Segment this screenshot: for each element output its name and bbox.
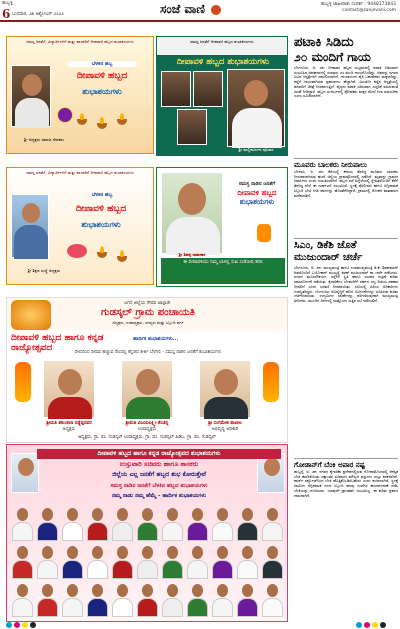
person-shirt bbox=[87, 522, 108, 541]
story-headline: ಮೂವರು ಬಾಲಕರು ನೀರುಪಾಲು bbox=[294, 160, 367, 169]
diya-icon bbox=[97, 123, 107, 129]
leader-photo bbox=[11, 453, 39, 493]
person-saree bbox=[126, 397, 170, 419]
greeting-ad-3 bbox=[6, 167, 154, 285]
person-shirt bbox=[212, 560, 233, 579]
leader-portrait bbox=[161, 505, 184, 541]
ad-greeting: ಹಾರ್ದಿಕ ಶುಭಾಶಯಗಳು... bbox=[133, 336, 179, 342]
person-face bbox=[267, 508, 278, 521]
person-shirt bbox=[162, 560, 183, 579]
leader-portrait bbox=[36, 543, 59, 579]
greeting-ad-2 bbox=[156, 36, 288, 156]
headline-line: ಮುಜುಂದಾರ್ ಚರ್ಚೆ bbox=[294, 252, 363, 263]
goddess-image bbox=[11, 300, 51, 330]
ad-caption: ಶ್ರೀ ಶಿವಪ್ಪ ಸಾಹುಕಾರ bbox=[178, 252, 206, 257]
person-shirt bbox=[87, 598, 108, 617]
person-face bbox=[217, 584, 228, 597]
leader-portrait bbox=[186, 543, 209, 579]
ad-caption: ಶ್ರೀ ಶಿಕ್ಷಣ ಸಂಸ್ಥೆ ಅಧ್ಯಕ್ಷರು bbox=[27, 268, 61, 273]
ad-subtitle: ಶುಭಾಶಯಗಳು bbox=[81, 220, 121, 229]
registration-mark-icon bbox=[372, 622, 378, 628]
person-shirt bbox=[137, 522, 158, 541]
person-shirt bbox=[12, 598, 33, 617]
leader-portrait bbox=[36, 505, 59, 541]
registration-mark-icon bbox=[22, 622, 28, 628]
person-shirt bbox=[62, 598, 83, 617]
person-shirt bbox=[87, 560, 108, 579]
person-face bbox=[17, 546, 28, 559]
leader-portrait bbox=[211, 581, 234, 617]
person-face bbox=[192, 508, 203, 521]
diya-icon bbox=[117, 119, 127, 125]
logo-text: ಸಂಜೆ ವಾಣಿ bbox=[160, 2, 205, 16]
person-shirt bbox=[237, 560, 258, 579]
leader-portrait bbox=[86, 581, 109, 617]
leader-portrait bbox=[261, 505, 284, 541]
ad-title-line: ಶುಭಾಶಯಗಳು bbox=[239, 198, 275, 206]
ad-wish: ಈ ದೀಪಾವಳಿಯು ನಿಮ್ಮ ಬಾಳಲ್ಲಿ ಸುಖ ಸಂತೋಷ ತರಲಿ bbox=[161, 258, 285, 284]
story-body: ಹುಬ್ಬಳ್ಳಿ, ಅ. ೨೫: ನಗರದ ಕೈಗಾರಿಕಾ ಪ್ರದೇಶದಲ್ಲಿರುವ ಗೋದಾಮೊಂದರಲ್ಲಿ ಆಕಸ್ಮಿಕ ಬೆಂಕಿ ಕಾಣಿಸಿಕೊಂಡು ಲಕ್ಷಾಂತರ ರೂಪಾಯಿ ಮೌಲ್ಯದ ವಸ್ತುಗಳು ಸುಟ್ಟು ಕರಕಲಾಗಿವೆ. ಶಾರ್ಟ್ ಸರ್ಕ್ಯೂಟ್‌ನಿಂದ ಬೆಂಕಿ ಹೊತ್ತಿಕೊಂಡಿರಬಹುದು ಎಂದು ಶಂಕಿಸಲಾಗಿದೆ. ಸ್ಥಳಕ್ಕೆ ಧಾವಿಸಿದ ಅಗ್ನಿಶಾಮಕ ದಳದ ಸಿಬ್ಬಂದಿ ಹಲವು ಗಂಟೆಗಳ ಕಾರ್ಯಾಚರಣೆ ನಡೆಸಿ ಬೆಂಕಿಯನ್ನು ನಂದಿಸಿದರು. ಯಾವುದೇ ಪ್ರಾಣಹಾನಿ ಸಂಭವಿಸಿಲ್ಲ. ಈ ಕುರಿತು ಪ್ರಕರಣ ದಾಖಲಾಗಿದೆ. bbox=[294, 470, 398, 498]
contact-line: ಹುಬ್ಬಳ್ಳಿ ಜಾಹೀರಾತು ಸಂಪರ್ಕ : 9448173843 bbox=[320, 2, 396, 7]
ad-top-line: ಜಗದ ಜಿಲ್ಲೆಯ ಗೌರವ ಜಾಲ್ಪಾಡಿ bbox=[124, 301, 170, 306]
headline-line: ಪಟಾಕಿ ಸಿಡಿದು bbox=[294, 35, 354, 50]
person-face bbox=[214, 369, 238, 395]
person-shirt bbox=[137, 560, 158, 579]
print-footer bbox=[0, 620, 400, 629]
ad-photo bbox=[11, 65, 51, 127]
flower-decoration bbox=[67, 244, 87, 258]
leader-portrait bbox=[111, 581, 134, 617]
ad-subtitle: ಶುಭಾಶಯಗಳು bbox=[82, 87, 122, 96]
ad-title: ದೀಪಾವಳಿ ಹಬ್ಬದ bbox=[75, 204, 127, 214]
leader-portrait bbox=[186, 581, 209, 617]
person-face bbox=[142, 584, 153, 597]
masthead-contact bbox=[321, 2, 396, 14]
person-saree bbox=[48, 397, 92, 419]
ad-photo bbox=[11, 194, 49, 258]
member-role: ಅಧ್ಯಕ್ಷರು bbox=[62, 427, 76, 432]
person-face bbox=[92, 508, 103, 521]
leader-portrait bbox=[161, 581, 184, 617]
person-shirt bbox=[162, 522, 183, 541]
ad-column bbox=[0, 24, 290, 624]
person-face bbox=[117, 584, 128, 597]
member-role: ಉಪಾಧ್ಯಕ್ಷರು bbox=[137, 427, 157, 432]
person-shirt bbox=[237, 522, 258, 541]
banner-line: ದೀಪಾವಳಿ ಹಬ್ಬದ ಹಾಗೂ ಕನ್ನಡ ರಾಜ್ಯೋತ್ಸವದ ಶುಭಾಶಯಗಳು bbox=[37, 449, 281, 459]
leader-portrait bbox=[186, 505, 209, 541]
news-column bbox=[292, 24, 398, 624]
headline-line: ೨೦ ಮಂದಿಗೆ ಗಾಯ bbox=[294, 50, 371, 64]
contact-email: contact@sanjevani.com bbox=[342, 8, 396, 13]
ad-header: ಸಮಸ್ತ ಜನತೆಗೆ, ವಿದ್ಯಾರ್ಥಿಗಳಿಗೆ ಮತ್ತು ಪಾಲಕರಿಗೆ ದೀಪಾವಳಿ ಹಬ್ಬದ ಶುಭಾಶಯಗಳು bbox=[26, 170, 134, 175]
person-face bbox=[58, 369, 82, 395]
person-face bbox=[142, 508, 153, 521]
story-headline bbox=[294, 240, 398, 264]
lantern-decoration bbox=[263, 362, 279, 402]
leader-portrait bbox=[61, 581, 84, 617]
logo-sun-icon bbox=[211, 5, 221, 15]
leader-portrait bbox=[111, 505, 134, 541]
leader-portrait bbox=[36, 581, 59, 617]
ad-title bbox=[227, 180, 287, 207]
person-shirt bbox=[12, 522, 33, 541]
leader-portrait bbox=[211, 543, 234, 579]
person-shirt bbox=[112, 560, 133, 579]
diya-sign bbox=[57, 107, 73, 123]
ad-members-line: ಅಧ್ಯಕ್ಷರು, ಉಪಾಧ್ಯಕ್ಷರು, ಸದಸ್ಯರು ಮತ್ತು ಸಿಬ್ಬಂದಿ ವರ್ಗ bbox=[112, 320, 184, 325]
ad-caption: ಶ್ರೀ ಮಲ್ಲಿಕಾರ್ಜುನ ಪೂಜಾರ bbox=[238, 147, 274, 152]
leaders-greeting-ad bbox=[6, 444, 288, 622]
person-shirt bbox=[137, 598, 158, 617]
banner-line: ಸಮಸ್ತ ನಾಡಿನ ಜನತೆಗೆ ಬೆಳಕಿನ ಹಬ್ಬದ ಶುಭಾಶಯಗಳು bbox=[110, 483, 208, 489]
person-shirt bbox=[212, 598, 233, 617]
member-photo bbox=[199, 360, 251, 418]
person-shirt bbox=[37, 598, 58, 617]
ad-small-title: ಬೆಳಕಿನ ಹಬ್ಬ bbox=[91, 192, 113, 198]
leader-portrait bbox=[11, 505, 34, 541]
ad-banner bbox=[37, 449, 281, 501]
greeting-ad-1 bbox=[6, 36, 154, 154]
ad-main-photo bbox=[227, 69, 285, 147]
person-shirt bbox=[15, 98, 49, 128]
registration-mark-icon bbox=[14, 622, 20, 628]
ad-main-title: ಗುಡಸ್ಕಲ್ ಗ್ರಾಮ ಪಂಚಾಯತಿ bbox=[100, 307, 195, 318]
person-shirt bbox=[262, 598, 283, 617]
person-face bbox=[136, 369, 160, 395]
person-shirt bbox=[112, 522, 133, 541]
headline-line: ಸಿಎಂ, ಡಿಕೆಶಿ ಜೊತೆ bbox=[294, 240, 357, 251]
story-body: ಬೆಂಗಳೂರು, ಅ. ೨೫: ದೀಪಾವಳಿ ಹಬ್ಬದ ಸಂಭ್ರಮದಲ್ಲಿ ಪಟಾಕಿ ಸಿಡಿಸುವಾಗ ಸಂಭವಿಸಿದ ಅವಘಡಗಳಲ್ಲಿ ಸುಮಾರು ೨೦ ಮಂದಿ ಗಾಯಗೊಂಡಿದ್ದು, ಅವರನ್ನು ನಗರದ ವಿವಿಧ ಆಸ್ಪತ್ರೆಗಳಿಗೆ ದಾಖಲಿಸಲಾಗಿದೆ. ಗಾಯಾಳುಗಳ ಪೈಕಿ ಬಹುತೇಕರು ಮಕ್ಕಳಾಗಿದ್ದು, ಕಣ್ಣಿಗೆ ಗಾಯವಾಗಿರುವ ಪ್ರಕರಣಗಳು ಹೆಚ್ಚಾಗಿವೆ. ಮಿಂಟೋ ಕಣ್ಣಿನ ಆಸ್ಪತ್ರೆಯಲ್ಲಿ ಹಲವರಿಗೆ ಚಿಕಿತ್ಸೆ ನೀಡಲಾಗುತ್ತಿದೆ. ವೈದ್ಯರು ಪಟಾಕಿ ಸಿಡಿಸುವಾಗ ಎಚ್ಚರಿಕೆ ವಹಿಸುವಂತೆ ಸಲಹೆ ನೀಡಿದ್ದಾರೆ. ಹಬ್ಬದ ಸಂದರ್ಭದಲ್ಲಿ ಪೋಷಕರು ಮಕ್ಕಳ ಮೇಲೆ ನಿಗಾ ವಹಿಸಬೇಕು ಎಂದು ಸೂಚಿಸಲಾಗಿದೆ. bbox=[294, 66, 398, 99]
story-headline bbox=[294, 36, 398, 64]
leader-portrait bbox=[136, 505, 159, 541]
member-name: ಶ್ರೀಮತಿ ವಿಜಯಲಕ್ಷ್ಮೀ ಕೆಂಚನ್ನ bbox=[125, 421, 169, 426]
leader-portrait bbox=[211, 505, 234, 541]
leader-portrait bbox=[261, 581, 284, 617]
person-face bbox=[42, 546, 53, 559]
person-shirt bbox=[62, 522, 83, 541]
person-face bbox=[167, 546, 178, 559]
story-body: ಬೆಳಗಾವಿ, ಅ. ೨೫: ಕೆರೆಯಲ್ಲಿ ಈಜಲು ತೆರಳಿದ್ದ ಮೂವರು ಬಾಲಕರು ನೀರುಪಾಲಾಗಿರುವ ಘಟನೆ ಜಿಲ್ಲೆಯ ಗ್ರಾಮವೊಂದರಲ್ಲಿ ನಡೆದಿದೆ. ಮೃತರನ್ನು ಗ್ರಾಮದ ನಿವಾಸಿಗಳು ಎಂದು ಗುರುತಿಸಲಾಗಿದೆ. ಹಬ್ಬದ ರಜೆ ಹಿನ್ನೆಲೆಯಲ್ಲಿ ಸ್ನೇಹಿತರೊಂದಿಗೆ ಕೆರೆಗೆ ತೆರಳಿದ್ದ ವೇಳೆ ಈ ದುರ್ಘಟನೆ ಸಂಭವಿಸಿದೆ. ಸ್ಥಳಕ್ಕೆ ಪೊಲೀಸರು ಹಾಗೂ ಅಗ್ನಿಶಾಮಕ ಸಿಬ್ಬಂದಿ ಭೇಟಿ ನೀಡಿ ಶವಗಳನ್ನು ಹೊರತೆಗೆದಿದ್ದಾರೆ. ಗ್ರಾಮದಲ್ಲಿ ಶೋಕದ ವಾತಾವರಣ ಮನೆಮಾಡಿದೆ. bbox=[294, 170, 398, 198]
greeting-ad-4 bbox=[156, 167, 288, 287]
person-face bbox=[117, 546, 128, 559]
person-face bbox=[67, 584, 78, 597]
person-face bbox=[42, 508, 53, 521]
person-shirt bbox=[262, 560, 283, 579]
member-role: ಅಭಿವೃದ್ಧಿ ಅಧಿಕಾರಿ bbox=[211, 427, 239, 432]
person-shirt bbox=[212, 522, 233, 541]
banner-line: ಉಸ್ತುವಾರಿ ಸಚಿವರು ಹಾಗೂ ಶಾಸಕರು bbox=[119, 460, 199, 468]
person-shirt bbox=[187, 598, 208, 617]
person-face bbox=[22, 74, 42, 96]
person-face bbox=[67, 546, 78, 559]
leader-portrait bbox=[86, 543, 109, 579]
person-face bbox=[192, 546, 203, 559]
person-face bbox=[267, 546, 278, 559]
person-shirt bbox=[187, 560, 208, 579]
person-face bbox=[178, 183, 206, 215]
ad-main-photo bbox=[161, 172, 223, 254]
ad-caption: ಶ್ರೀ ಅಧ್ಯಕ್ಷರು ಸಮಾಜ ಸೇವಕರು bbox=[24, 137, 64, 142]
person-shirt bbox=[162, 598, 183, 617]
person-face bbox=[18, 458, 34, 476]
person-face bbox=[17, 508, 28, 521]
panchayat-ad bbox=[6, 297, 288, 443]
person-face bbox=[217, 508, 228, 521]
story-headline: ಗೋಡಾನ್‌ಗೆ ಬೆಂಕಿ ಅಪಾರ ನಷ್ಟ bbox=[294, 460, 365, 469]
ad-footer-line: ಅಧ್ಯಕ್ಷರು, ಗ್ರಾ. ಪಂ. ಗುಡಸ್ಕಲ್ ಉಪಾಧ್ಯಕ್ಷರು, ಗ್ರಾ. ಪಂ. ಗುಡಸ್ಕಲ್ ಪಿಡಿಒ, ಗ್ರಾ. ಪಂ. ಗುಡಸ್ಕಲ್ bbox=[78, 435, 216, 440]
ad-photo bbox=[161, 71, 191, 107]
ad-header: ಸಮಸ್ತ ಜನತೆಗೆ, ವಿದ್ಯಾರ್ಥಿಗಳಿಗೆ ಮತ್ತು ಪಾಲಕರಿಗೆ ದೀಪಾವಳಿ ಹಬ್ಬದ ಶುಭಾಶಯಗಳು bbox=[26, 39, 134, 44]
person-shirt bbox=[262, 522, 283, 541]
leader-portrait bbox=[161, 543, 184, 579]
leader-portrait bbox=[236, 505, 259, 541]
registration-mark-icon bbox=[380, 622, 386, 628]
leader-portrait bbox=[86, 505, 109, 541]
member-photo bbox=[43, 360, 95, 418]
masthead bbox=[0, 0, 400, 22]
person-shirt bbox=[37, 560, 58, 579]
banner-line: ನಮ್ಮ ನಾಡು ನಮ್ಮ ಹೆಮ್ಮೆ - ಹಾರ್ದಿಕ ಶುಭಾಶಯಗಳು bbox=[111, 493, 207, 499]
registration-mark-icon bbox=[356, 622, 362, 628]
person-face bbox=[92, 584, 103, 597]
diya-icon bbox=[97, 252, 107, 258]
ad-title: ದೀಪಾವಳಿ ಹಬ್ಬದ ಶುಭಾಶಯಗಳು bbox=[176, 57, 270, 67]
ad-festival-title: ದೀಪಾವಳಿ ಹಬ್ಬದ ಹಾಗೂ ಕನ್ನಡ ರಾಜ್ಯೋತ್ಸವದ bbox=[11, 333, 104, 353]
member-name: ಶ್ರೀ ಸಂಗಮೇಶ ಪಾಟೀಲ bbox=[208, 421, 242, 426]
lantern-decoration bbox=[15, 362, 31, 402]
person-shirt bbox=[37, 522, 58, 541]
person-face bbox=[242, 546, 253, 559]
leader-portrait bbox=[11, 543, 34, 579]
person-shirt bbox=[112, 598, 133, 617]
diya-icon bbox=[117, 256, 127, 262]
story-divider bbox=[294, 458, 398, 459]
edition-label: ಹುಬ್ಬಳ್ಳಿ bbox=[2, 1, 13, 6]
person-shirt bbox=[232, 108, 282, 148]
ad-title: ದೀಪಾವಳಿ ಹಬ್ಬದ bbox=[76, 71, 128, 81]
registration-mark-icon bbox=[6, 622, 12, 628]
person-face bbox=[267, 584, 278, 597]
person-face bbox=[167, 584, 178, 597]
leader-portrait bbox=[61, 505, 84, 541]
story-divider bbox=[294, 158, 398, 159]
person-shirt bbox=[187, 522, 208, 541]
person-shirt bbox=[204, 397, 248, 419]
diya-icon bbox=[77, 119, 87, 125]
story-divider bbox=[294, 238, 398, 239]
leader-portrait bbox=[261, 543, 284, 579]
person-face bbox=[92, 546, 103, 559]
member-name: ಶ್ರೀಮತಿ ಶಕುಂತಲಾ ರಡ್ಡೆಪ್ಪನವರ bbox=[46, 421, 92, 426]
person-face bbox=[167, 508, 178, 521]
person-shirt bbox=[62, 560, 83, 579]
leader-portrait bbox=[111, 543, 134, 579]
person-shirt bbox=[166, 217, 220, 255]
registration-mark-icon bbox=[30, 622, 36, 628]
ad-body-line: ದೀಪದಿಂದ ದೀಪವ ಹಚ್ಚುವ ನೆಲದಲ್ಲಿ ಕನ್ನಡದ ಕೀರ್ತಿ ಬೆಳಗಲಿ - ಸಮಸ್ತ ನಾಡಿನ ಜನತೆಗೆ ಶುಭಾಶಯಗಳು bbox=[74, 350, 222, 355]
person-face bbox=[217, 546, 228, 559]
leader-portrait bbox=[11, 581, 34, 617]
newspaper-logo bbox=[160, 2, 223, 17]
person-face bbox=[142, 546, 153, 559]
person-face bbox=[117, 508, 128, 521]
leader-portrait bbox=[236, 543, 259, 579]
person-face bbox=[242, 584, 253, 597]
person-face bbox=[192, 584, 203, 597]
issue-date: ಬುಧವಾರ, ೨೫ ಅಕ್ಟೋಬರ್ ೨೦೨೨ bbox=[12, 12, 64, 17]
banner-line: ಜಿಲ್ಲೆಯ ಎಲ್ಲ ಜನತೆಗೆ ಹಬ್ಬದ ಶುಭ ಕೋರುತ್ತೇವೆ bbox=[112, 471, 206, 478]
page-number: 6 bbox=[2, 7, 11, 21]
ad-title-line: ಸಮಸ್ತ ನಾಡಿನ ಜನತೆಗೆ bbox=[238, 181, 276, 187]
person-face bbox=[42, 584, 53, 597]
portrait-grid bbox=[11, 505, 285, 619]
person-shirt bbox=[12, 560, 33, 579]
ad-title-line: ದೀಪಾವಳಿ ಹಬ್ಬದ bbox=[237, 189, 277, 197]
leader-portrait bbox=[136, 581, 159, 617]
leader-portrait bbox=[61, 543, 84, 579]
ad-photo bbox=[193, 71, 223, 107]
registration-mark-icon bbox=[364, 622, 370, 628]
member-photo bbox=[121, 360, 173, 418]
person-face bbox=[242, 508, 253, 521]
person-shirt bbox=[14, 225, 48, 259]
ad-small-title: ಬೆಳಕಿನ ಹಬ್ಬ bbox=[67, 61, 137, 67]
person-face bbox=[244, 80, 268, 106]
person-face bbox=[67, 508, 78, 521]
leader-portrait bbox=[136, 543, 159, 579]
ad-header: ಸಮಸ್ತ ಜನತೆಗೆ ದೀಪಾವಳಿ ಹಬ್ಬದ ಶುಭಾಶಯಗಳು bbox=[157, 37, 287, 55]
lantern-decoration bbox=[257, 224, 271, 242]
ad-photo bbox=[177, 109, 207, 145]
person-face bbox=[17, 584, 28, 597]
person-face bbox=[22, 203, 40, 223]
story-body: ಬೆಂಗಳೂರು, ಅ. ೨೫: ಮುಖ್ಯಮಂತ್ರಿ ಹಾಗೂ ಉಪಮುಖ್ಯಮಂತ್ರಿ ಡಿ.ಕೆ. ಶಿವಕುಮಾರ್ ಅವರೊಂದಿಗೆ ಬಯೋಕಾನ್ ಮುಖ್ಯಸ್ಥೆ ಕಿರಣ್ ಮುಜುಂದಾರ್ ಶಾ ಚರ್ಚೆ ನಡೆಸಿದರು. ನಗರದ ಮೂಲಸೌಕರ್ಯ, ರಸ್ತೆಗಳ ಸ್ಥಿತಿ ಹಾಗೂ ಸಂಚಾರ ದಟ್ಟಣೆ ಕುರಿತು ಸಮಾಲೋಚನೆ ನಡೆಯಿತು. ಕೈಗಾರಿಕೆಗಳ ಬೆಳವಣಿಗೆಗೆ ಸರ್ಕಾರ ಎಲ್ಲ ರೀತಿಯ ಸಹಕಾರ ನೀಡಲಿದೆ ಎಂದು ಭರವಸೆ ನೀಡಲಾಯಿತು. ಸಭೆಯಲ್ಲಿ ಹಿರಿಯ ಅಧಿಕಾರಿಗಳು ಉಪಸ್ಥಿತರಿದ್ದರು. ಬೆಂಗಳೂರು ಅಭಿವೃದ್ಧಿಗೆ ಹೊಸ ಯೋಜನೆಗಳನ್ನು ರೂಪಿಸುವ ಕುರಿತು ಚರ್ಚಿಸಲಾಯಿತು. ಉದ್ಯಮಿಗಳ ಸಲಹೆಗಳನ್ನು ಪರಿಗಣಿಸುವುದಾಗಿ ಮುಖ್ಯಮಂತ್ರಿ ತಿಳಿಸಿದರು. ಮುಂದಿನ ದಿನಗಳಲ್ಲಿ ಮತ್ತೊಂದು ಸುತ್ತಿನ ಸಭೆ ನಡೆಯಲಿದೆ. bbox=[294, 266, 398, 303]
person-shirt bbox=[237, 598, 258, 617]
leader-portrait bbox=[236, 581, 259, 617]
